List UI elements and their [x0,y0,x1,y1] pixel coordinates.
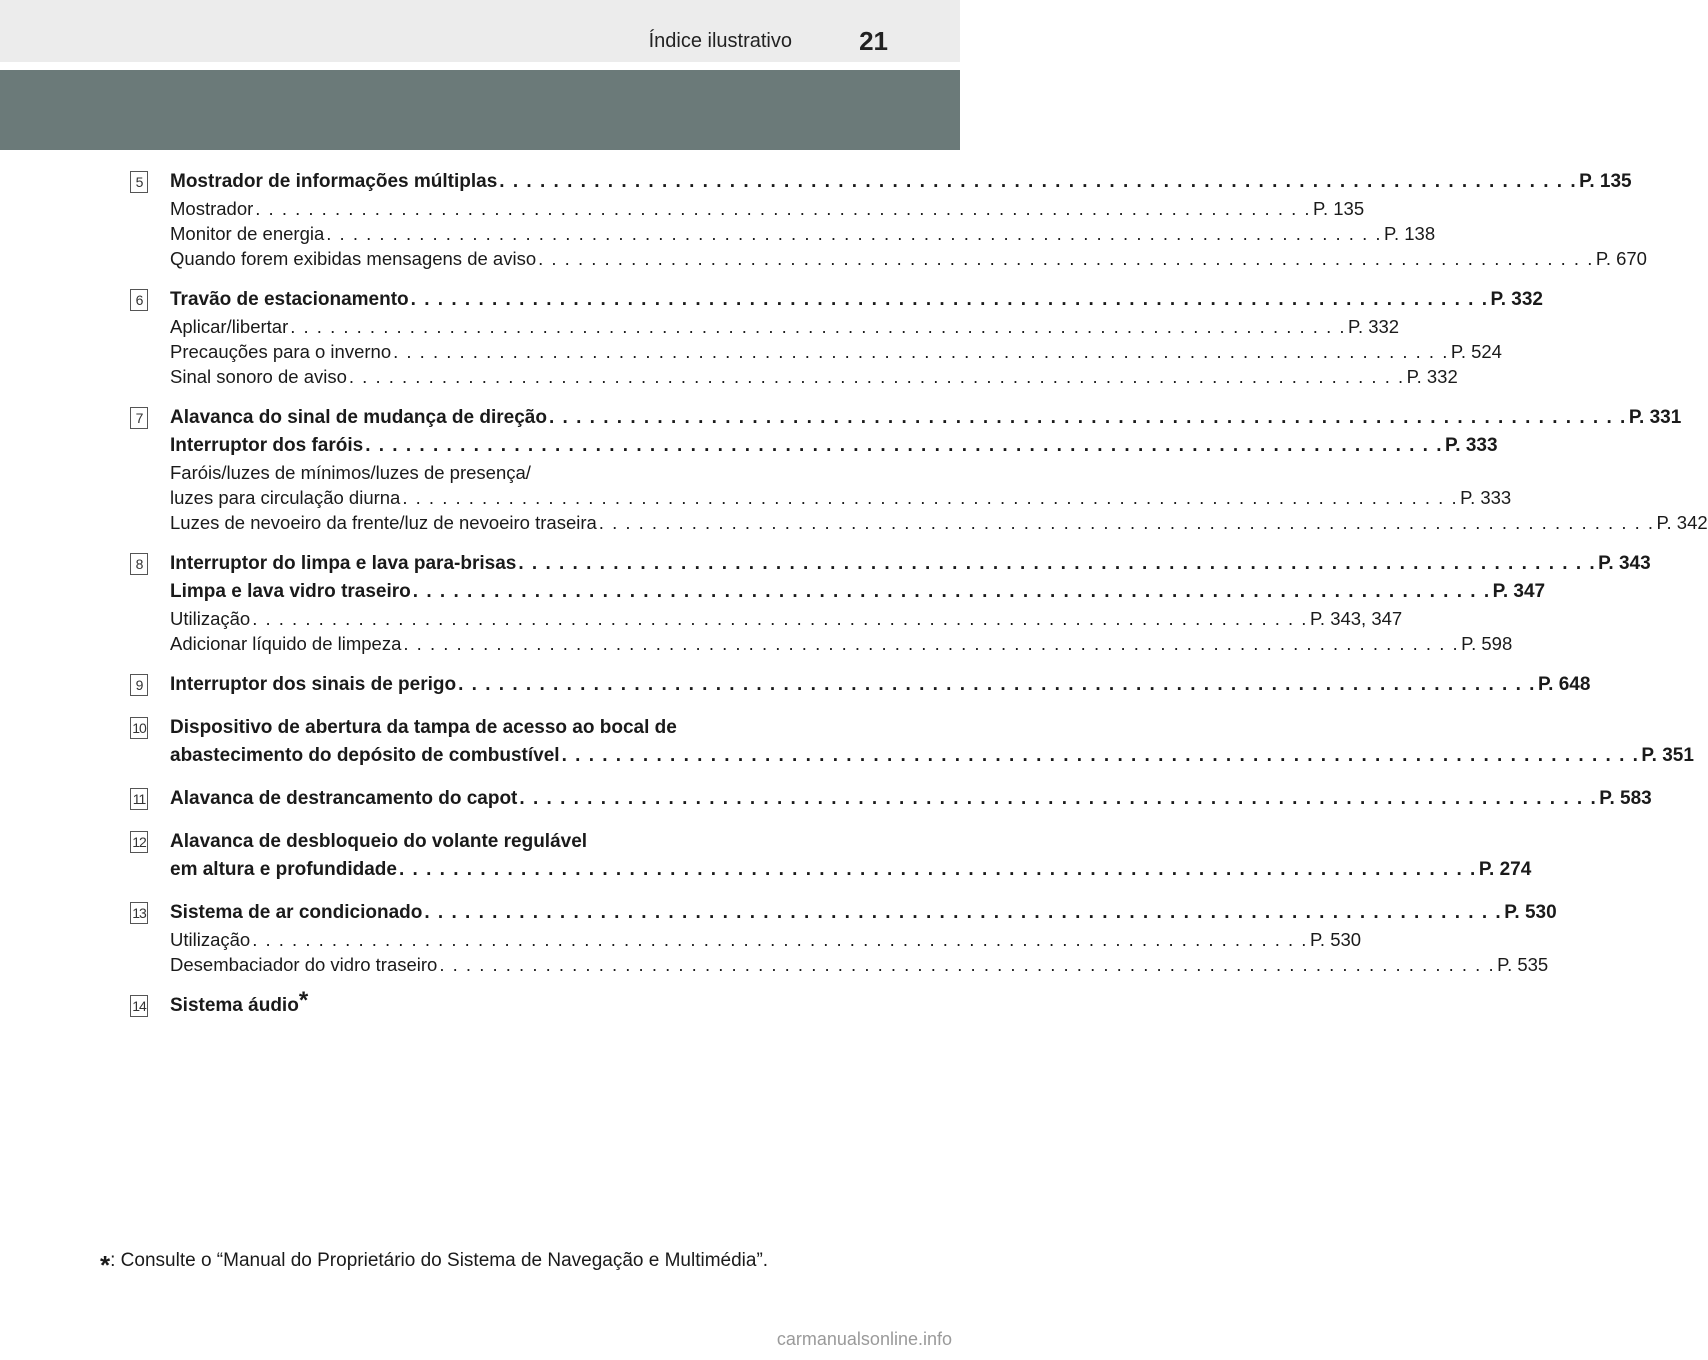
index-heading [130,432,1498,460]
index-entry [130,550,1651,656]
footnote [100,1250,768,1281]
leader-dots: . . . . . . . . . . . . . . . . . . . . . . . . . . . . . . . . . . . . . . . . . . . . . . . . . . . . . . . . . . . . . . . . . . . . . . . . . . . . . . . . [393,341,1449,362]
page-ref-link[interactable]: P. 135 [1313,198,1365,219]
entry-marker: 8 [130,553,148,575]
watermark: carmanualsonline.info [776,1329,952,1349]
index-entry [130,286,1543,389]
page-ref-link[interactable]: P. 333 [1460,487,1512,508]
index-heading [130,899,1557,927]
page-ref-link[interactable]: P. 343, 347 [1309,608,1403,629]
index-heading [130,578,1546,606]
item-label: Luzes de nevoeiro da frente/luz de nevoeiro traseira [170,512,597,533]
index-subitem [130,364,1458,389]
page-ref-link[interactable]: P. 535 [1497,954,1549,975]
item-label: Interruptor do limpa e lava para-brisas [170,553,517,574]
index-subitem [130,952,1549,977]
entry-marker: 13 [130,902,148,924]
index-subitem [130,631,1513,656]
index-heading [130,714,824,742]
index-heading [130,856,1532,884]
page-ref-link[interactable]: P. 331 [1628,407,1682,428]
item-label: Limpa e lava vidro traseiro [170,581,411,602]
entry-marker: 7 [130,407,148,429]
header-strip [0,0,960,62]
leader-dots: . . . . . . . . . . . . . . . . . . . . . . . . . . . . . . . . . . . . . . . . . . . . . . . . . . . . . . . . . . . . . . . . . . . . . . . . . . . . . . . . [410,289,1489,310]
item-label: em altura e profundidade [170,859,397,880]
page-ref-link[interactable]: P. 598 [1461,633,1513,654]
entry-marker: 6 [130,289,148,311]
leader-dots: . . . . . . . . . . . . . . . . . . . . . . . . . . . . . . . . . . . . . . . . . . . . . . . . . . . . . . . . . . . . . . . . . . . . . . . . . . . . . . . . [398,859,1477,880]
leader-dots: . . . . . . . . . . . . . . . . . . . . . . . . . . . . . . . . . . . . . . . . . . . . . . . . . . . . . . . . . . . . . . . . . . . . . . . . . . . . . . . . [403,633,1460,654]
index-heading [130,742,1694,770]
item-label: Alavanca do sinal de mudança de direção [170,407,547,428]
leader-dots: . . . . . . . . . . . . . . . . . . . . . . . . . . . . . . . . . . . . . . . . . . . . . . . . . . . . . . . . . . . . . . . . . . . . . . . . . . . . . . . . [365,435,1444,456]
entry-marker: 11 [130,788,148,810]
entry-marker: 12 [130,831,148,853]
index-heading [130,828,824,856]
footnote-star: * [100,1250,111,1280]
page-ref-link[interactable]: P. 135 [1579,171,1632,192]
index-entry [130,714,1694,770]
item-label: Aplicar/libertar [170,316,289,337]
item-label: Desembaciador do vidro traseiro [170,954,438,975]
index-entry [130,168,1647,271]
page-ref-link[interactable]: P. 648 [1537,674,1591,695]
index-entry [130,987,824,1020]
item-label: Alavanca de destrancamento do capot [170,788,518,809]
index-subitem [130,927,1362,952]
item-label: Sistema de ar condicionado [170,902,423,923]
entry-marker: 9 [130,674,148,696]
index-entry [130,404,1708,535]
index-heading [130,785,1652,813]
item-label: Precauções para o inverno [170,341,392,362]
leader-dots: . . . . . . . . . . . . . . . . . . . . . . . . . . . . . . . . . . . . . . . . . . . . . . . . . . . . . . . . . . . . . . . . . . . . . . . . . . . . . . . . [598,512,1655,533]
item-label: Alavanca de desbloqueio do volante regulável [170,831,588,852]
entry-marker: 14 [130,995,148,1017]
index-subitem [130,606,1403,631]
page-ref-link[interactable]: P. 332 [1490,289,1543,310]
index-heading [130,550,1651,578]
page-ref-link[interactable]: P. 347 [1492,581,1546,602]
page-ref-link[interactable]: P. 332 [1406,366,1458,387]
leader-dots: . . . . . . . . . . . . . . . . . . . . . . . . . . . . . . . . . . . . . . . . . . . . . . . . . . . . . . . . . . . . . . . . . . . . . . . . . . . . . . . . [518,553,1597,574]
leader-dots: . . . . . . . . . . . . . . . . . . . . . . . . . . . . . . . . . . . . . . . . . . . . . . . . . . . . . . . . . . . . . . . . . . . . . . . . . . . . . . . . [561,745,1640,766]
leader-dots: . . . . . . . . . . . . . . . . . . . . . . . . . . . . . . . . . . . . . . . . . . . . . . . . . . . . . . . . . . . . . . . . . . . . . . . . . . . . . . . . [412,581,1491,602]
page-ref-link[interactable]: P. 333 [1445,435,1498,456]
page-ref-link[interactable]: P. 530 [1309,929,1362,950]
item-label: Faróis/luzes de mínimos/luzes de presença/ [170,462,531,483]
page-ref-link[interactable]: P. 583 [1599,788,1652,809]
entry-marker: 10 [130,717,148,739]
page-ref-link[interactable]: P. 670 [1595,248,1647,269]
entry-marker: 5 [130,171,148,193]
section-title: Índice ilustrativo [648,30,792,52]
index-subitem [130,221,1436,246]
leader-dots: . . . . . . . . . . . . . . . . . . . . . . . . . . . . . . . . . . . . . . . . . . . . . . . . . . . . . . . . . . . . . . . . . . . . . . . . . . . . . . . . [538,248,1594,269]
index-heading [130,168,1632,196]
leader-dots: . . . . . . . . . . . . . . . . . . . . . . . . . . . . . . . . . . . . . . . . . . . . . . . . . . . . . . . . . . . . . . . . . . . . . . . . . . . . . . . . [290,316,1346,337]
page-ref-link[interactable]: P. 332 [1348,316,1400,337]
index-subitem [130,339,1502,364]
page-ref-link[interactable]: P. 274 [1478,859,1532,880]
leader-dots: . . . . . . . . . . . . . . . . . . . . . . . . . . . . . . . . . . . . . . . . . . . . . . . . . . . . . . . . . . . . . . . . . . . . . . . . . . . . . . . . [439,954,1496,975]
item-label: luzes para circulação diurna [170,487,401,508]
header-band [0,70,960,150]
index-subitem [130,460,824,485]
index-entry [130,785,1652,813]
item-label: Mostrador [170,198,254,219]
item-label: Adicionar líquido de limpeza [170,633,402,654]
item-label: abastecimento do depósito de combustível [170,745,560,766]
index-subitem [130,246,1647,271]
leader-dots: . . . . . . . . . . . . . . . . . . . . . . . . . . . . . . . . . . . . . . . . . . . . . . . . . . . . . . . . . . . . . . . . . . . . . . . . . . . . . . . . [519,788,1598,809]
item-label: Dispositivo de abertura da tampa de acesso ao bocal de [170,717,677,738]
leader-dots: . . . . . . . . . . . . . . . . . . . . . . . . . . . . . . . . . . . . . . . . . . . . . . . . . . . . . . . . . . . . . . . . . . . . . . . . . . . . . . . . [348,366,1405,387]
index-entry [130,828,1532,884]
page-ref-link[interactable]: P. 530 [1504,902,1557,923]
page-ref-link[interactable]: P. 342 [1656,512,1708,533]
leader-dots: . . . . . . . . . . . . . . . . . . . . . . . . . . . . . . . . . . . . . . . . . . . . . . . . . . . . . . . . . . . . . . . . . . . . . . . . . . . . . . . . [326,223,1383,244]
index-entry [130,899,1557,977]
footnote-marker: * [298,987,309,1014]
index-heading [130,404,1682,432]
leader-dots: . . . . . . . . . . . . . . . . . . . . . . . . . . . . . . . . . . . . . . . . . . . . . . . . . . . . . . . . . . . . . . . . . . . . . . . . . . . . . . . . [458,674,1536,695]
page-ref-link[interactable]: P. 343 [1598,553,1651,574]
item-label: Quando forem exibidas mensagens de aviso [170,248,537,269]
index-subitem [130,196,1365,221]
item-label: Travão de estacionamento [170,289,409,310]
index-list [130,168,1708,1035]
index-heading [130,671,1591,699]
page-ref-link[interactable]: P. 138 [1384,223,1436,244]
leader-dots: . . . . . . . . . . . . . . . . . . . . . . . . . . . . . . . . . . . . . . . . . . . . . . . . . . . . . . . . . . . . . . . . . . . . . . . . . . . . . . . . [499,171,1578,192]
item-label: Interruptor dos sinais de perigo [170,674,457,695]
index-subitem [130,314,1400,339]
item-label: Utilização [170,608,251,629]
leader-dots: . . . . . . . . . . . . . . . . . . . . . . . . . . . . . . . . . . . . . . . . . . . . . . . . . . . . . . . . . . . . . . . . . . . . . . . . . . . . . . . . [252,929,1308,950]
leader-dots: . . . . . . . . . . . . . . . . . . . . . . . . . . . . . . . . . . . . . . . . . . . . . . . . . . . . . . . . . . . . . . . . . . . . . . . . . . . . . . . . [424,902,1503,923]
index-heading [130,286,1543,314]
index-entry [130,671,1591,699]
footnote-text: : Consulte o “Manual do Proprietário do Sistema de Navegação e Multimédia”. [110,1250,769,1271]
item-label: Sistema áudio [170,995,299,1016]
leader-dots: . . . . . . . . . . . . . . . . . . . . . . . . . . . . . . . . . . . . . . . . . . . . . . . . . . . . . . . . . . . . . . . . . . . . . . . . . . . . . . . . [402,487,1459,508]
index-subitem [130,510,1708,535]
index-subitem [130,485,1512,510]
page-ref-link[interactable]: P. 524 [1450,341,1502,362]
leader-dots: . . . . . . . . . . . . . . . . . . . . . . . . . . . . . . . . . . . . . . . . . . . . . . . . . . . . . . . . . . . . . . . . . . . . . . . . . . . . . . . . [255,198,1312,219]
item-label: Monitor de energia [170,223,325,244]
page-number: 21 [859,26,888,56]
item-label: Mostrador de informações múltiplas [170,171,498,192]
page-ref-link[interactable]: P. 351 [1641,745,1694,766]
item-label: Utilização [170,929,251,950]
index-heading [130,987,824,1020]
leader-dots: . . . . . . . . . . . . . . . . . . . . . . . . . . . . . . . . . . . . . . . . . . . . . . . . . . . . . . . . . . . . . . . . . . . . . . . . . . . . . . . . [252,608,1308,629]
item-label: Interruptor dos faróis [170,435,364,456]
leader-dots: . . . . . . . . . . . . . . . . . . . . . . . . . . . . . . . . . . . . . . . . . . . . . . . . . . . . . . . . . . . . . . . . . . . . . . . . . . . . . . . . [548,407,1627,428]
item-label: Sinal sonoro de aviso [170,366,347,387]
